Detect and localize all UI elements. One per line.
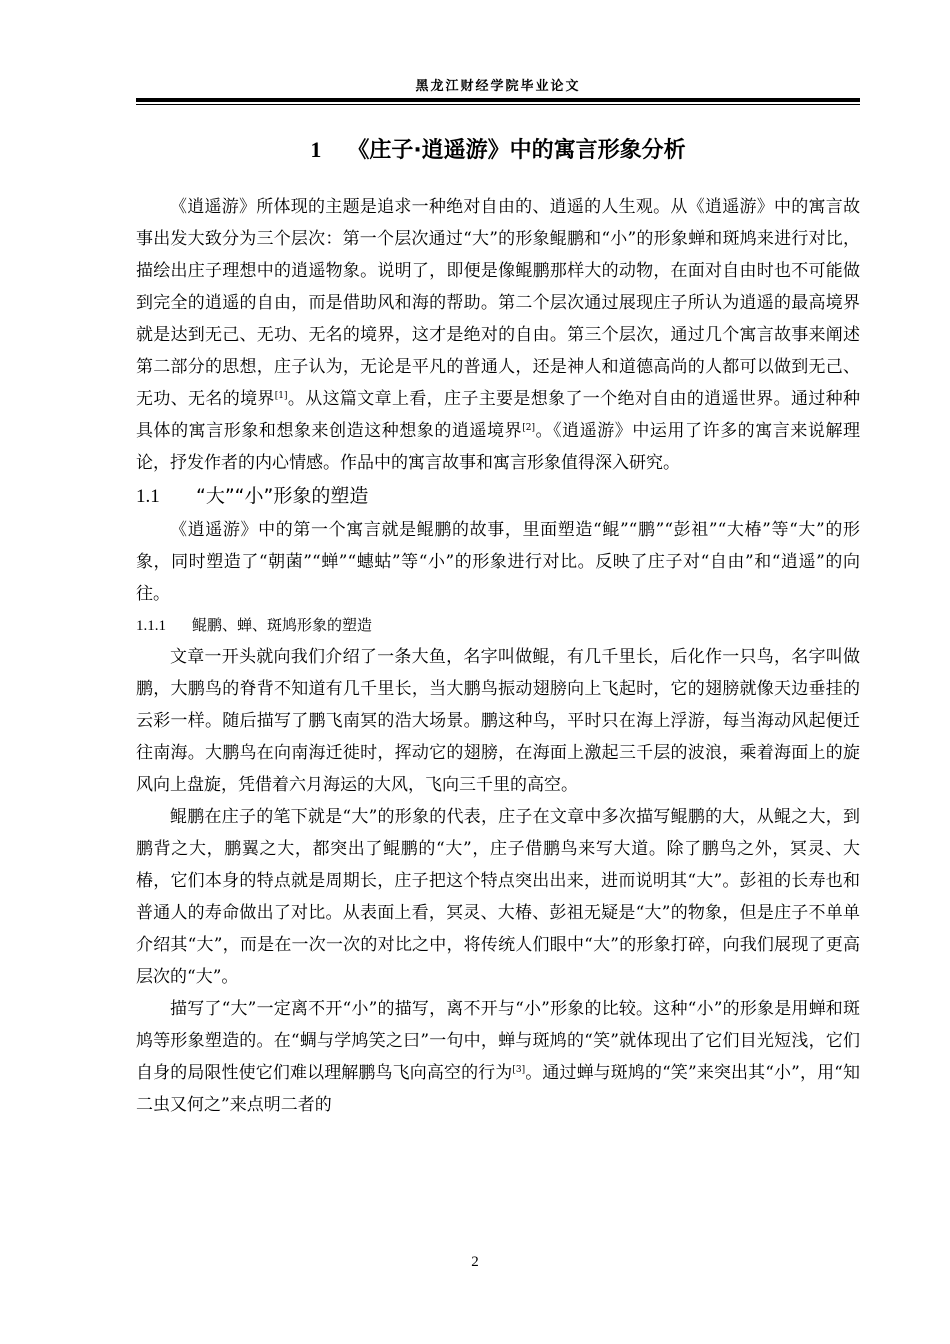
paragraph-section-intro: 《逍遥游》中的第一个寓言就是鲲鹏的故事，里面塑造“鲲”“鹏”“彭祖”“大椿”等“大”的形象，同时塑造了“朝菌”“蝉”“蟪蛄”等“小”的形象进行对比。反映了庄子对“自由”和“逍遥”的向往。 [136, 520, 860, 604]
paragraph-big-image: 鲲鹏在庄子的笔下就是“大”的形象的代表，庄子在文章中多次描写鲲鹏的大，从鲲之大，到鹏背之大，鹏翼之大，都突出了鲲鹏的“大”，庄子借鹏鸟来写大道。除了鹏鸟之外，冥灵、大椿，它们本身的特点就是周期长，庄子把这个特点突出出来，进而说明其“大”。彭祖的长寿也和普通人的寿命做出了对比。从表面上看，冥灵、大椿、彭祖无疑是“大”的物象，但是庄子不单单介绍其“大”，而是在一次一次的对比之中，将传统人们眼中“大”的形象打碎，向我们展现了更高层次的“大”。 [136, 807, 860, 987]
paragraph-intro-text: 《逍遥游》所体现的主题是追求一种绝对自由的、逍遥的人生观。从《逍遥游》中的寓言故事出发大致分为三个层次：第一个层次通过“大”的形象鲲鹏和“小”的形象蝉和斑鸠来进行对比，描绘出庄子理想中的逍遥物象。说明了，即便是像鲲鹏那样大的动物，在面对自由时也不可能做到完全的逍遥的自由，而是借助风和海的帮助。第二个层次通过展现庄子所认为逍遥的最高境界就是达到无己、无功、无名的境界，这才是绝对的自由。第三个层次，通过几个寓言故事来阐述第二部分的思想，庄子认为，无论是平凡的普通人，还是神人和道德高尚的人都可以做到无己、无功、无名的境界 [136, 197, 860, 409]
section-number: 1.1 [136, 486, 160, 507]
chapter-number: 1 [310, 137, 322, 162]
citation-3[interactable]: [3] [512, 1065, 526, 1075]
paragraph-intro [136, 191, 860, 479]
section-heading-1-1 [136, 479, 860, 514]
chapter-title [136, 132, 860, 169]
paragraph-kunpeng: 文章一开头就向我们介绍了一条大鱼，名字叫做鲲，有几千里长，后化作一只鸟，名字叫做鹏，大鹏鸟的脊背不知道有几千里长，当大鹏鸟振动翅膀向上飞起时，它的翅膀就像天边垂挂的云彩一样。随后描写了鹏飞南冥的浩大场景。鹏这种鸟，平时只在海上浮游，每当海动风起便迁往南海。大鹏鸟在向南海迁徙时，挥动它的翅膀，在海面上激起三千层的波浪，乘着海面上的旋风向上盘旋，凭借着六月海运的大风，飞向三千里的高空。 [136, 647, 860, 795]
section-title: “大”“小”形象的塑造 [196, 485, 369, 507]
citation-2[interactable]: [2] [522, 423, 535, 433]
header-rule-thin [136, 104, 860, 105]
paragraph-intro-tail: 。《逍遥游》中运用了许多的寓言来说解理论，抒发作者的内心情感。作品中的寓言故事和寓言形象值得深入研究。 [136, 421, 861, 473]
chapter-title-text: 《庄子·逍遥游》中的寓言形象分析 [347, 138, 686, 163]
citation-1[interactable]: [1] [274, 391, 288, 401]
paragraph-intro-mid: 。从这篇文章上看，庄子主要是想象了一个绝对自由的逍遥世界。通过种种具体的寓言形象和想象来创造这种想象的逍遥境界 [136, 389, 860, 441]
header-rule-thick [136, 98, 860, 102]
paragraph-small-image [136, 993, 860, 1121]
subsection-number: 1.1.1 [136, 618, 166, 634]
document-body [136, 132, 860, 1121]
page-header: 黑龙江财经学院毕业论文 [415, 79, 581, 94]
page-number: 2 [471, 1254, 479, 1270]
section-heading-1-1-1 [136, 610, 860, 641]
paragraph-small-image-text: 描写了“大”一定离不开“小”的描写，离不开与“小”形象的比较。这种“小”的形象是用蝉和斑鸠等形象塑造的。在“蜩与学鸠笑之曰”一句中，蝉与斑鸠的“笑”就体现出了它们目光短浅，它们自身的局限性使它们难以理解鹏鸟飞向高空的行为 [136, 999, 860, 1083]
subsection-title: 鲲鹏、蝉、斑鸠形象的塑造 [192, 616, 373, 634]
paragraph-small-image-tail: 。通过蝉与斑鸠的“笑”来突出其“小”，用“知二虫又何之”来点明二者的 [136, 1063, 860, 1115]
